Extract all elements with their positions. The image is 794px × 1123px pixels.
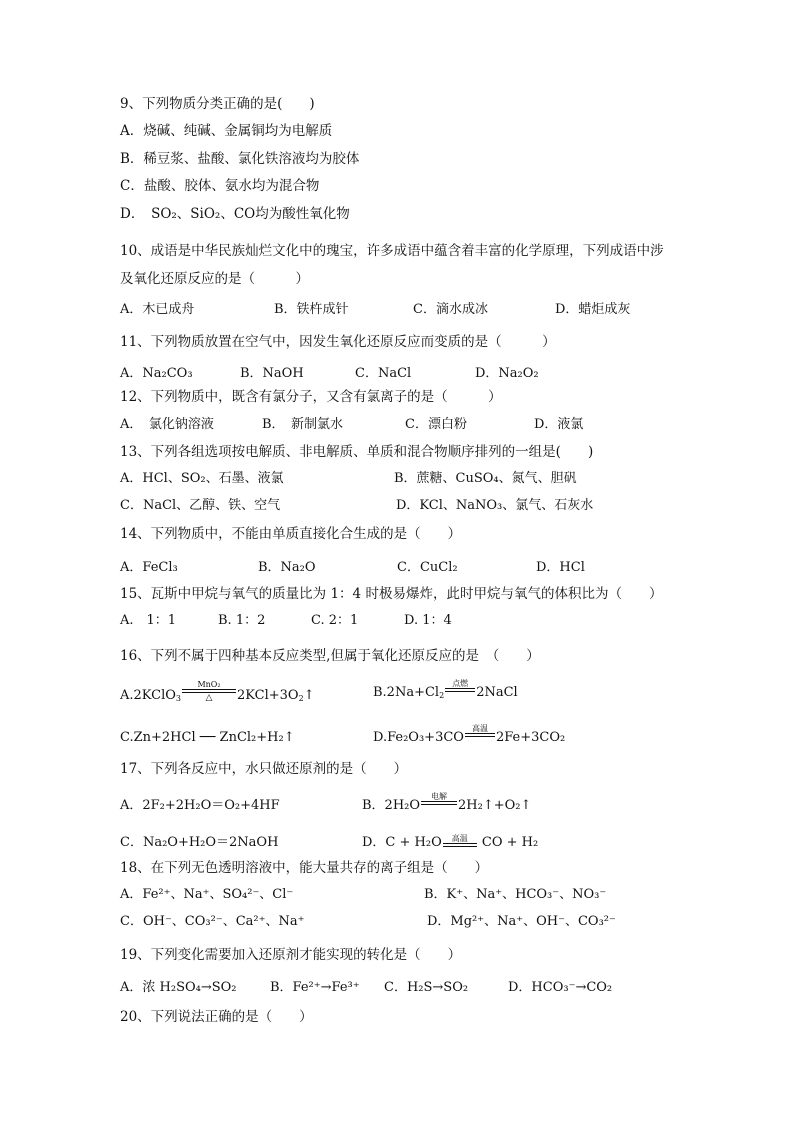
q19-option-c: C．H₂S→SO₂: [384, 980, 469, 995]
q17-options-row1: [0, 793, 794, 819]
q10-options: [0, 301, 794, 319]
q12-stem: 12、下列物质中，既含有氯分子，又含有氯离子的是（ ）: [120, 389, 502, 405]
reaction-arrow-icon: 点燃: [445, 679, 475, 692]
q15-stem: 15、瓦斯中甲烷与氧气的质量比为 1：4 时极易爆炸，此时甲烷与氧气的体积比为（ ）: [120, 586, 663, 602]
q19-option-d: D．HCO₃⁻→CO₂: [508, 980, 613, 995]
reaction-arrow-icon: 电解: [421, 792, 457, 805]
q14-option-d: D．HCl: [536, 560, 585, 575]
q16-option-b: $B.2Na+Cl_2$ 点燃 2NaCl: [373, 679, 518, 700]
q10-option-b: B．铁杵成针: [274, 302, 349, 317]
q16-options-row2: [0, 722, 794, 752]
q11-option-c: C．NaCl: [355, 366, 412, 381]
q17-option-d: D．C + H₂O 高温 CO + H₂: [362, 834, 539, 850]
q12-option-a: A． 氯化钠溶液: [120, 417, 214, 432]
q19-stem: 19、下列变化需要加入还原剂才能实现的转化是（ ）: [120, 947, 462, 963]
q16-option-a: A.2KClO$_3$ MnO₂ △ $2KCl+3O_2↑$: [120, 680, 315, 703]
q14-options: [0, 559, 794, 577]
q15-options: [0, 612, 794, 630]
q17-option-a: A．2F₂+2H₂O＝O₂+4HF: [120, 798, 280, 813]
q17-option-b: B．2H₂O 电解 2H₂↑+O₂↑: [362, 792, 532, 813]
q18-option-d: D．Mg²⁺、Na⁺、OH⁻、CO₃²⁻: [427, 914, 616, 929]
q18-options-row1: [0, 886, 794, 904]
q10-option-c: C．滴水成冰: [413, 302, 488, 317]
q13-option-a: A．HCl、SO₂、石墨、液氯: [120, 471, 284, 486]
q16-stem: 16、下列不属于四种基本反应类型,但属于氧化还原反应的是 （ ）: [120, 648, 540, 664]
q12-options: [0, 416, 794, 434]
q15-option-c: C. 2：1: [311, 613, 359, 628]
q13-option-d: D．KCl、NaNO₃、氯气、石灰水: [396, 498, 594, 513]
q9-option-d: D． SO₂、SiO₂、CO均为酸性氧化物: [120, 206, 350, 222]
q16-options-row1: [0, 680, 794, 710]
q13-option-b: B．蔗糖、CuSO₄、氮气、胆矾: [394, 471, 577, 486]
q14-option-c: C．CuCl₂: [397, 560, 458, 575]
q11-option-a: A．Na₂CO₃: [120, 366, 193, 381]
q9-option-c: C．盐酸、胶体、氨水均为混合物: [120, 178, 320, 194]
q10-option-a: A．木已成舟: [120, 302, 195, 317]
q10-stem-line1: 10、成语是中华民族灿烂文化中的瑰宝，许多成语中蕴含着丰富的化学原理，下列成语中涉: [120, 243, 664, 259]
q13-option-c: C．NaCl、乙醇、铁、空气: [120, 498, 281, 513]
q11-options: [0, 365, 794, 383]
q20-stem: 20、下列说法正确的是（ ）: [120, 1009, 313, 1025]
q19-option-b: B．Fe²⁺→Fe³⁺: [270, 980, 360, 995]
q18-stem: 18、在下列无色透明溶液中，能大量共存的离子组是（ ）: [120, 860, 489, 876]
q19-option-a: A．浓 H₂SO₄→SO₂: [120, 980, 237, 995]
q13-options-row1: [0, 470, 794, 488]
reaction-arrow-icon: 高温: [465, 724, 495, 737]
q16-option-d: D.Fe₂O₃+3CO 高温 2Fe+3CO₂: [373, 724, 566, 745]
q15-option-d: D. 1：4: [404, 613, 452, 628]
q15-option-b: B. 1：2: [218, 613, 266, 628]
q12-option-b: B． 新制氯水: [262, 417, 344, 432]
q12-option-d: D．液氯: [534, 417, 584, 432]
q14-option-a: A．FeCl₃: [120, 560, 178, 575]
q14-stem: 14、下列物质中，不能由单质直接化合生成的是（ ）: [120, 526, 462, 542]
q15-option-a: A. 1：1: [120, 613, 177, 628]
q10-option-d: D．蜡炬成灰: [555, 302, 631, 317]
q18-option-a: A．Fe²⁺、Na⁺、SO₄²⁻、Cl⁻: [120, 887, 294, 902]
q17-stem: 17、下列各反应中，水只做还原剂的是（ ）: [120, 761, 408, 777]
q14-option-b: B．Na₂O: [258, 560, 316, 575]
q13-stem: 13、下列各组选项按电解质、非电解质、单质和混合物顺序排列的一组是( ): [120, 444, 594, 460]
q9-option-a: A．烧碱、纯碱、金属铜均为电解质: [120, 123, 333, 139]
q17-options-row2: [0, 830, 794, 856]
reaction-arrow-icon: MnO₂ △: [182, 680, 236, 703]
q17-option-c: C．Na₂O+H₂O＝2NaOH: [120, 835, 279, 850]
q13-options-row2: [0, 497, 794, 515]
q18-options-row2: [0, 913, 794, 931]
q10-stem-line2: 及氧化还原反应的是（ ）: [120, 271, 309, 287]
q9-stem: 9、下列物质分类正确的是( ): [120, 96, 315, 112]
q11-option-d: D．Na₂O₂: [475, 366, 539, 381]
q12-option-c: C．漂白粉: [405, 417, 467, 432]
q9-option-b: B．稀豆浆、盐酸、氯化铁溶液均为胶体: [120, 151, 360, 167]
q18-option-b: B．K⁺、Na⁺、HCO₃⁻、NO₃⁻: [424, 887, 607, 902]
q18-option-c: C．OH⁻、CO₃²⁻、Ca²⁺、Na⁺: [120, 914, 305, 929]
q11-option-b: B．NaOH: [240, 366, 304, 381]
reaction-arrow-icon: 高温: [443, 834, 477, 847]
q19-options: [0, 979, 794, 997]
q16-option-c: C.Zn+2HCl ── ZnCl₂+H₂↑: [120, 730, 295, 745]
q11-stem: 11、下列物质放置在空气中，因发生氧化还原反应而变质的是（ ）: [120, 334, 556, 350]
